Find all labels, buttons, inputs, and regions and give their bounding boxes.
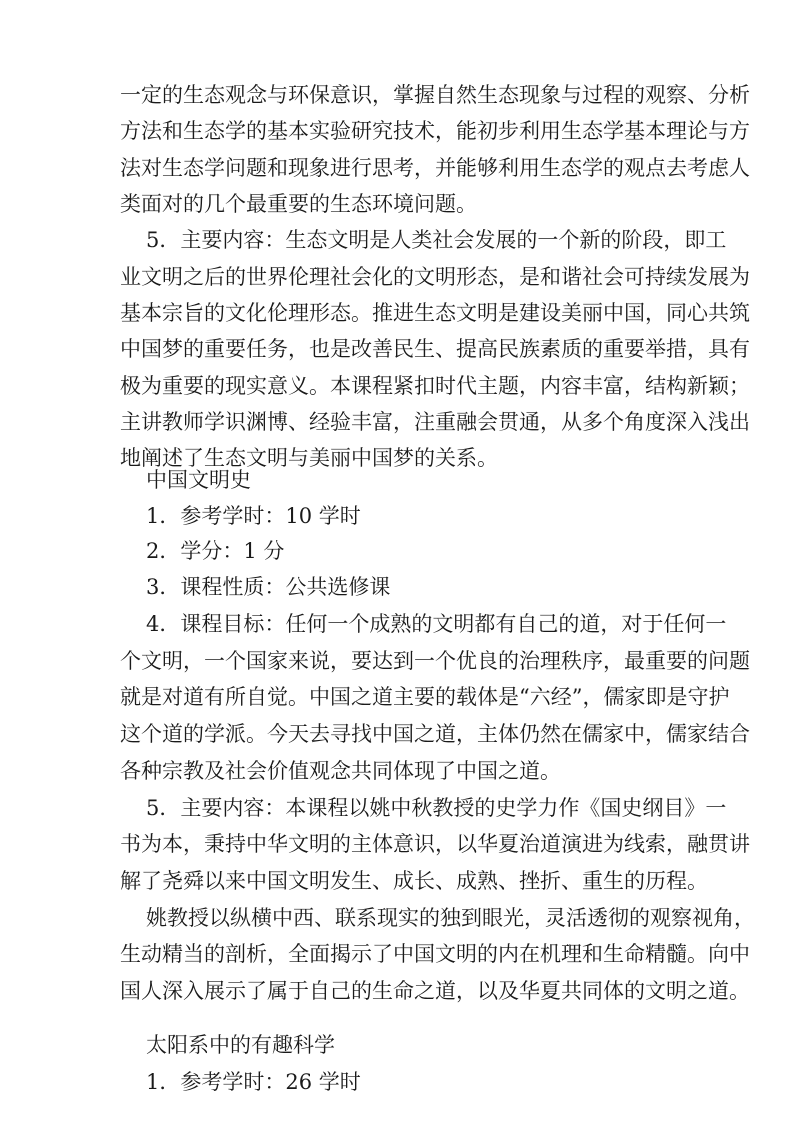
text-line: 4．课程目标：任何一个成熟的文明都有自己的道，对于任何一 [146, 612, 727, 636]
text-line: 姚教授以纵横中西、联系现实的独到眼光，灵活透彻的观察视角， [146, 906, 755, 930]
text-line: 就是对道有所自觉。中国之道主要的载体是“六经”，儒家即是守护 [120, 685, 730, 709]
text-line: 国人深入展示了属于自己的生命之道，以及华夏共同体的文明之道。 [120, 979, 750, 1003]
text-line: 基本宗旨的文化伦理形态。推进生态文明是建设美丽中国，同心共筑 [120, 301, 750, 325]
text-line: 解了尧舜以来中国文明发生、成长、成熟、挫折、重生的历程。 [120, 869, 708, 893]
text-line: 主讲教师学识渊博、经验丰富，注重融会贯通，从多个角度深入浅出 [120, 410, 750, 434]
text-line: 中国梦的重要任务，也是改善民生、提高民族素质的重要举措，具有 [120, 337, 750, 361]
text-line: 中国文明史 [146, 468, 251, 492]
text-line: 个文明，一个国家来说，要达到一个优良的治理秩序，最重要的问题 [120, 649, 750, 673]
text-line: 法对生态学问题和现象进行思考，并能够利用生态学的观点去考虑人 [120, 156, 750, 180]
text-line: 各种宗教及社会价值观念共同体现了中国之道。 [120, 759, 561, 783]
text-line: 5．主要内容：本课程以姚中秋教授的史学力作《国史纲目》一 [146, 796, 727, 820]
text-line: 业文明之后的世界伦理社会化的文明形态，是和谐社会可持续发展为 [120, 265, 750, 289]
text-line: 地阐述了生态文明与美丽中国梦的关系。 [120, 446, 498, 470]
text-line: 2．学分：1 分 [146, 539, 285, 563]
text-line: 类面对的几个最重要的生态环境问题。 [120, 192, 477, 216]
text-line: 5．主要内容：生态文明是人类社会发展的一个新的阶段，即工 [146, 228, 727, 252]
text-line: 3．课程性质：公共选修课 [146, 575, 391, 599]
text-line: 书为本，秉持中华文明的主体意识，以华夏治道演进为线索，融贯讲 [120, 832, 750, 856]
text-line: 一定的生态观念与环保意识，掌握自然生态现象与过程的观察、分析 [120, 83, 750, 107]
text-line: 生动精当的剖析，全面揭示了中国文明的内在机理和生命精髓。向中 [120, 942, 750, 966]
text-line: 极为重要的现实意义。本课程紧扣时代主题，内容丰富，结构新颖； [120, 374, 750, 398]
text-line: 1．参考学时：10 学时 [146, 504, 361, 528]
text-line: 这个道的学派。今天去寻找中国之道，主体仍然在儒家中，儒家结合 [120, 722, 750, 746]
text-line: 方法和生态学的基本实验研究技术，能初步利用生态学基本理论与方 [120, 119, 750, 143]
text-line: 太阳系中的有趣科学 [146, 1033, 335, 1057]
text-line: 1．参考学时：26 学时 [146, 1070, 361, 1094]
